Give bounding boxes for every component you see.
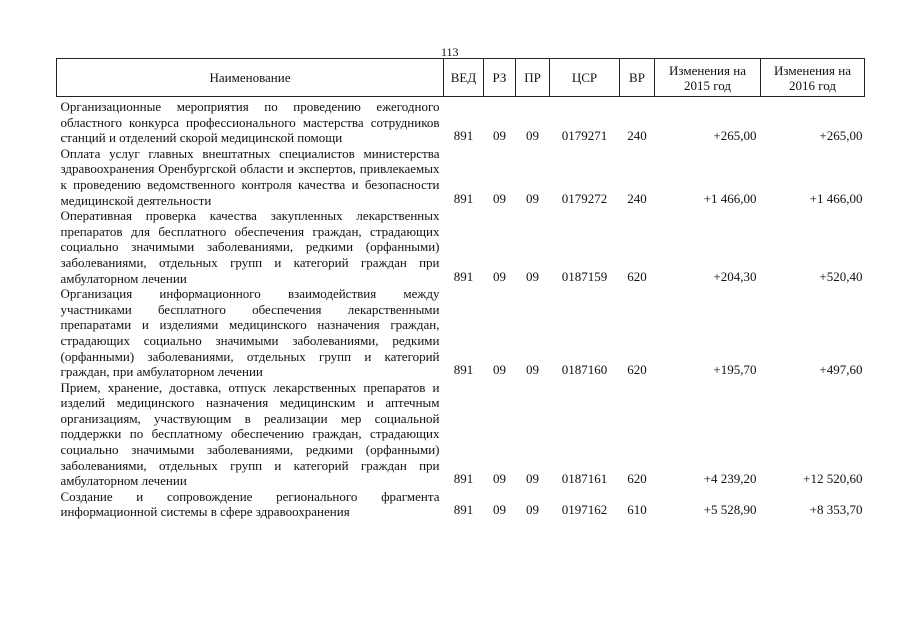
- row-vr: 620: [627, 471, 647, 487]
- row-vr: 620: [627, 362, 647, 378]
- row-rz: 09: [493, 471, 506, 487]
- table-header-row: [57, 59, 865, 97]
- row-pr: 09: [526, 190, 539, 206]
- row-vr: 610: [627, 502, 647, 518]
- budget-table: [56, 58, 865, 520]
- row-vr: 240: [627, 190, 647, 206]
- table-row: [57, 208, 865, 286]
- header-pr: ПР: [516, 59, 550, 97]
- row-change-2015: +1 466,00: [703, 190, 757, 206]
- row-ved: 891: [453, 362, 474, 378]
- row-ved: 891: [453, 128, 474, 144]
- table-row: [57, 286, 865, 380]
- row-change-2016: +520,40: [819, 268, 863, 284]
- table-row: [57, 146, 865, 208]
- row-ved: 891: [453, 502, 474, 518]
- table-row: [57, 380, 865, 489]
- header-name: Наименование: [57, 59, 444, 97]
- row-change-2016: +8 353,70: [809, 502, 863, 518]
- row-name: Организационные мероприятия по проведению ежегодного областного конкурса профессионального мастерства сотрудников станций и отделений скорой медицинской помощи: [60, 99, 440, 146]
- row-pr: 09: [526, 502, 539, 518]
- row-ved: 891: [453, 268, 474, 284]
- page-number: 113: [441, 45, 459, 59]
- table-row: [57, 97, 865, 146]
- header-ved: ВЕД: [444, 59, 484, 97]
- row-change-2016: +12 520,60: [803, 471, 863, 487]
- row-change-2015: +265,00: [713, 128, 757, 144]
- header-change-2015: Изменения на 2015 год: [655, 59, 761, 97]
- row-vr: 240: [627, 128, 647, 144]
- row-change-2015: +4 239,20: [703, 471, 757, 487]
- row-name: Создание и сопровождение регионального фрагмента информационной системы в сфере здравоохранения: [60, 488, 440, 520]
- row-ved: 891: [453, 190, 474, 206]
- row-csr: 0187161: [561, 471, 608, 487]
- row-name: Прием, хранение, доставка, отпуск лекарственных препаратов и изделий медицинского назначения медицинским и аптечным организациям, участвующим в реализации мер социальной поддержки по бесплатному обеспечению граждан, страдающих социально значимыми заболеваниями, редкими (орфанными) заболеваниями, отдельных групп и категорий граждан при амбулаторном лечении: [60, 379, 440, 489]
- row-name: Оперативная проверка качества закупленных лекарственных препаратов для бесплатного обеспечения граждан, страдающих социально значимыми заболеваниями, редкими (орфанными) заболеваниями, отдельных групп и категорий граждан при амбулаторном лечении: [60, 208, 440, 286]
- row-csr: 0187159: [561, 268, 608, 284]
- row-csr: 0179271: [561, 128, 608, 144]
- header-change-2016: Изменения на 2016 год: [761, 59, 865, 97]
- row-rz: 09: [493, 128, 506, 144]
- row-vr: 620: [627, 268, 647, 284]
- row-change-2015: +204,30: [713, 268, 757, 284]
- row-rz: 09: [493, 502, 506, 518]
- row-pr: 09: [526, 471, 539, 487]
- row-change-2016: +1 466,00: [809, 190, 863, 206]
- row-ved: 891: [453, 471, 474, 487]
- row-name: Организация информационного взаимодействия между участниками бесплатного обеспечения лекарственными препаратами и изделиями медицинского назначения граждан, страдающих социально значимыми заболеваниями, редкими (орфанными) заболеваниями, отдельных групп и категорий граждан, при амбулаторном лечении: [60, 286, 440, 380]
- row-pr: 09: [526, 268, 539, 284]
- header-csr: ЦСР: [550, 59, 620, 97]
- header-rz: РЗ: [484, 59, 516, 97]
- row-csr: 0197162: [561, 502, 608, 518]
- row-change-2016: +265,00: [819, 128, 863, 144]
- header-vr: ВР: [620, 59, 655, 97]
- row-name: Оплата услуг главных внештатных специалистов министерства здравоохранения Оренбургской области и экспертов, привлекаемых к проведению ведомственного контроля качества и безопасности медицинской деятельности: [60, 145, 440, 208]
- row-rz: 09: [493, 362, 506, 378]
- row-change-2015: +5 528,90: [703, 502, 757, 518]
- row-csr: 0179272: [561, 190, 608, 206]
- row-rz: 09: [493, 190, 506, 206]
- table-row: [57, 489, 865, 520]
- row-pr: 09: [526, 128, 539, 144]
- row-rz: 09: [493, 268, 506, 284]
- row-pr: 09: [526, 362, 539, 378]
- row-change-2016: +497,60: [819, 362, 863, 378]
- row-csr: 0187160: [561, 362, 608, 378]
- row-change-2015: +195,70: [713, 362, 757, 378]
